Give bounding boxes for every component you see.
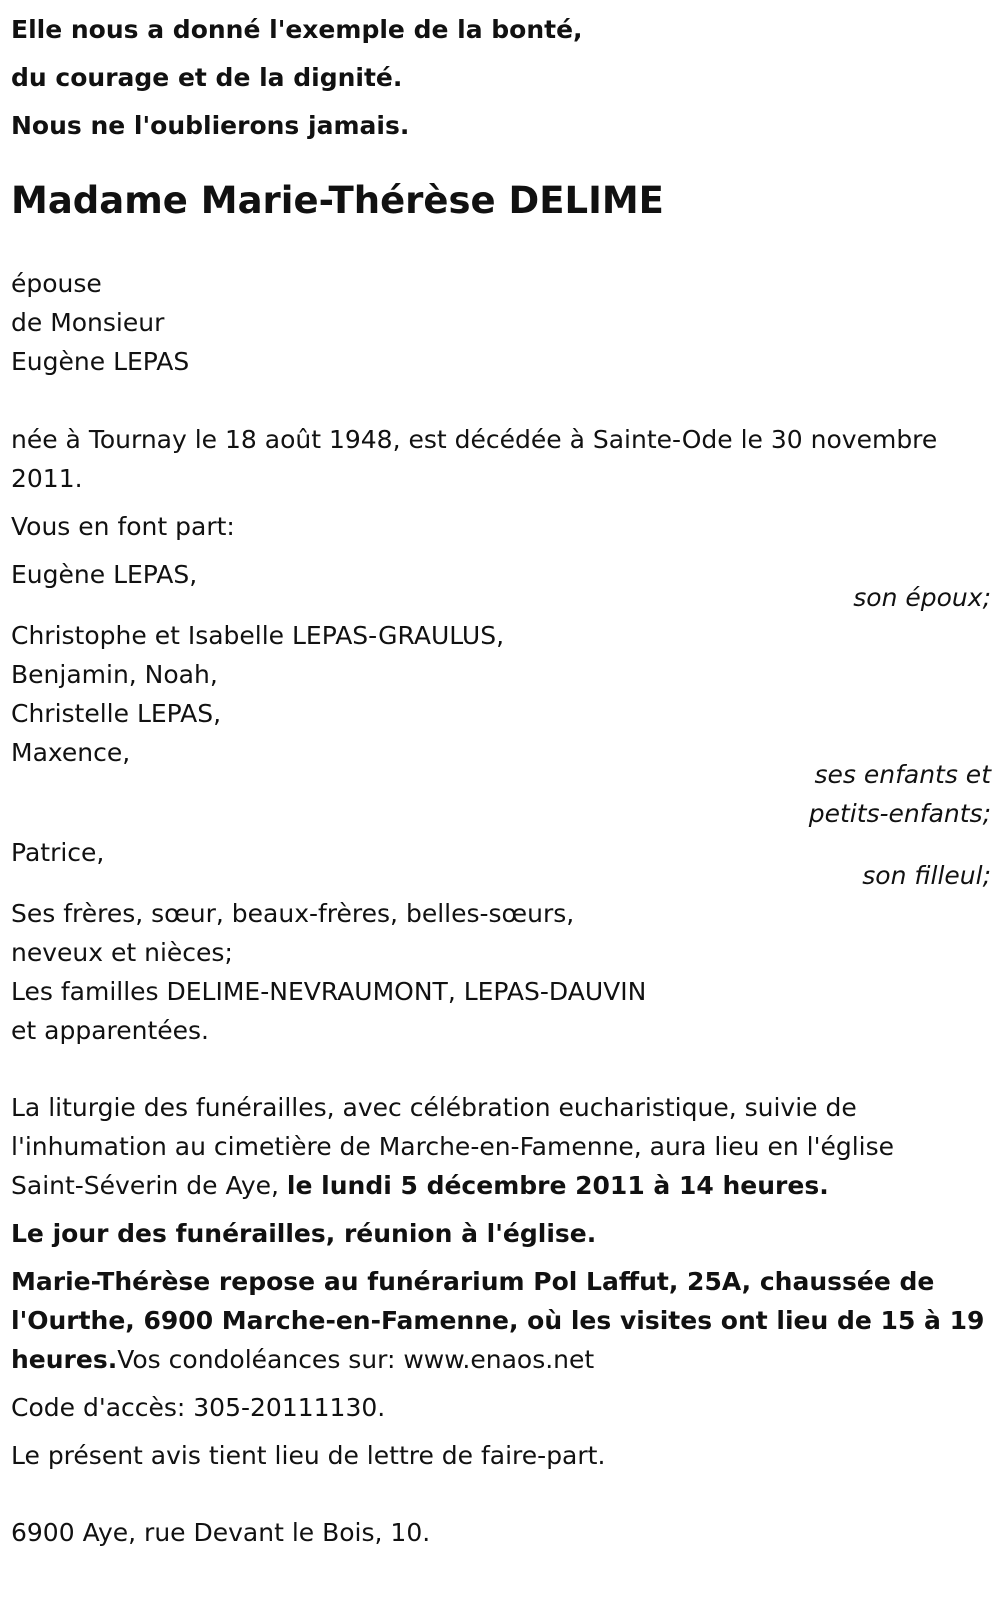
children-line-3: Christelle LEPAS, [11,699,222,728]
announce-text: Vous en font part: [11,512,235,541]
spouse-line-2: de Monsieur [11,308,165,337]
children-line-2: Benjamin, Noah, [11,660,218,689]
notice-text: Le présent avis tient lieu de lettre de faire-part. [11,1441,606,1470]
address: 6900 Aye, rue Devant le Bois, 10. [11,1518,431,1547]
spouse-line-1: épouse [11,269,102,298]
godson-name: Patrice, [11,838,105,867]
epigraph-line-2: du courage et de la dignité. [11,63,403,92]
epigraph-line-3: Nous ne l'oublierons jamais. [11,111,410,140]
deceased-name: Madame Marie-Thérèse DELIME [11,179,664,222]
funeral-place: Saint-Séverin de Aye, [11,1171,287,1200]
epigraph [11,6,991,150]
visit-info [11,1262,991,1379]
children-role-line-2: petits-enfants; [808,799,991,828]
spouse-line-3: Eugène LEPAS [11,347,190,376]
spouse-info [11,264,991,381]
others-line-4: et apparentées. [11,1016,209,1045]
epigraph-line-1: Elle nous a donné l'exemple de la bonté, [11,15,583,44]
funeral-line-3 [11,1166,991,1205]
birth-death [11,420,991,498]
children-line-4: Maxence, [11,738,131,767]
funeral-meeting: Le jour des funérailles, réunion à l'église. [11,1219,597,1248]
family-children-role-block [11,755,991,833]
family-others [11,894,991,1050]
visit-hours-end: heures. [11,1345,118,1374]
family-spouse-role: son époux; [853,583,991,612]
family-spouse-role-block [11,578,991,618]
birth-death-line-2: 2011. [11,464,83,493]
others-line-3: Les familles DELIME-NEVRAUMONT, LEPAS-DAUVIN [11,977,647,1006]
family-spouse-name: Eugène LEPAS, [11,560,198,589]
visit-line-1: Marie-Thérèse repose au funérarium Pol Laffut, 25A, chaussée de [11,1267,935,1296]
visit-line-2: l'Ourthe, 6900 Marche-en-Famenne, où les visites ont lieu de 15 à 19 [11,1306,985,1335]
condolences-text: Vos condoléances sur: www.enaos.net [117,1345,595,1374]
funeral-line-2: l'inhumation au cimetière de Marche-en-Famenne, aura lieu en l'église [11,1132,894,1161]
visit-line-3 [11,1340,991,1379]
family-godson-role-block [11,856,991,896]
access-code: Code d'accès: 305-20111130. [11,1393,386,1422]
godson-role: son filleul; [862,861,991,890]
funeral-info [11,1088,991,1205]
birth-death-line-1: née à Tournay le 18 août 1948, est décédée à Sainte-Ode le 30 novembre [11,425,938,454]
funeral-line-1: La liturgie des funérailles, avec célébration eucharistique, suivie de [11,1093,857,1122]
others-line-1: Ses frères, sœur, beaux-frères, belles-sœurs, [11,899,575,928]
children-line-1: Christophe et Isabelle LEPAS-GRAULUS, [11,621,505,650]
others-line-2: neveux et nièces; [11,938,233,967]
funeral-date: le lundi 5 décembre 2011 à 14 heures. [286,1171,829,1200]
children-role-line-1: ses enfants et [814,760,991,789]
family-children [11,616,991,772]
